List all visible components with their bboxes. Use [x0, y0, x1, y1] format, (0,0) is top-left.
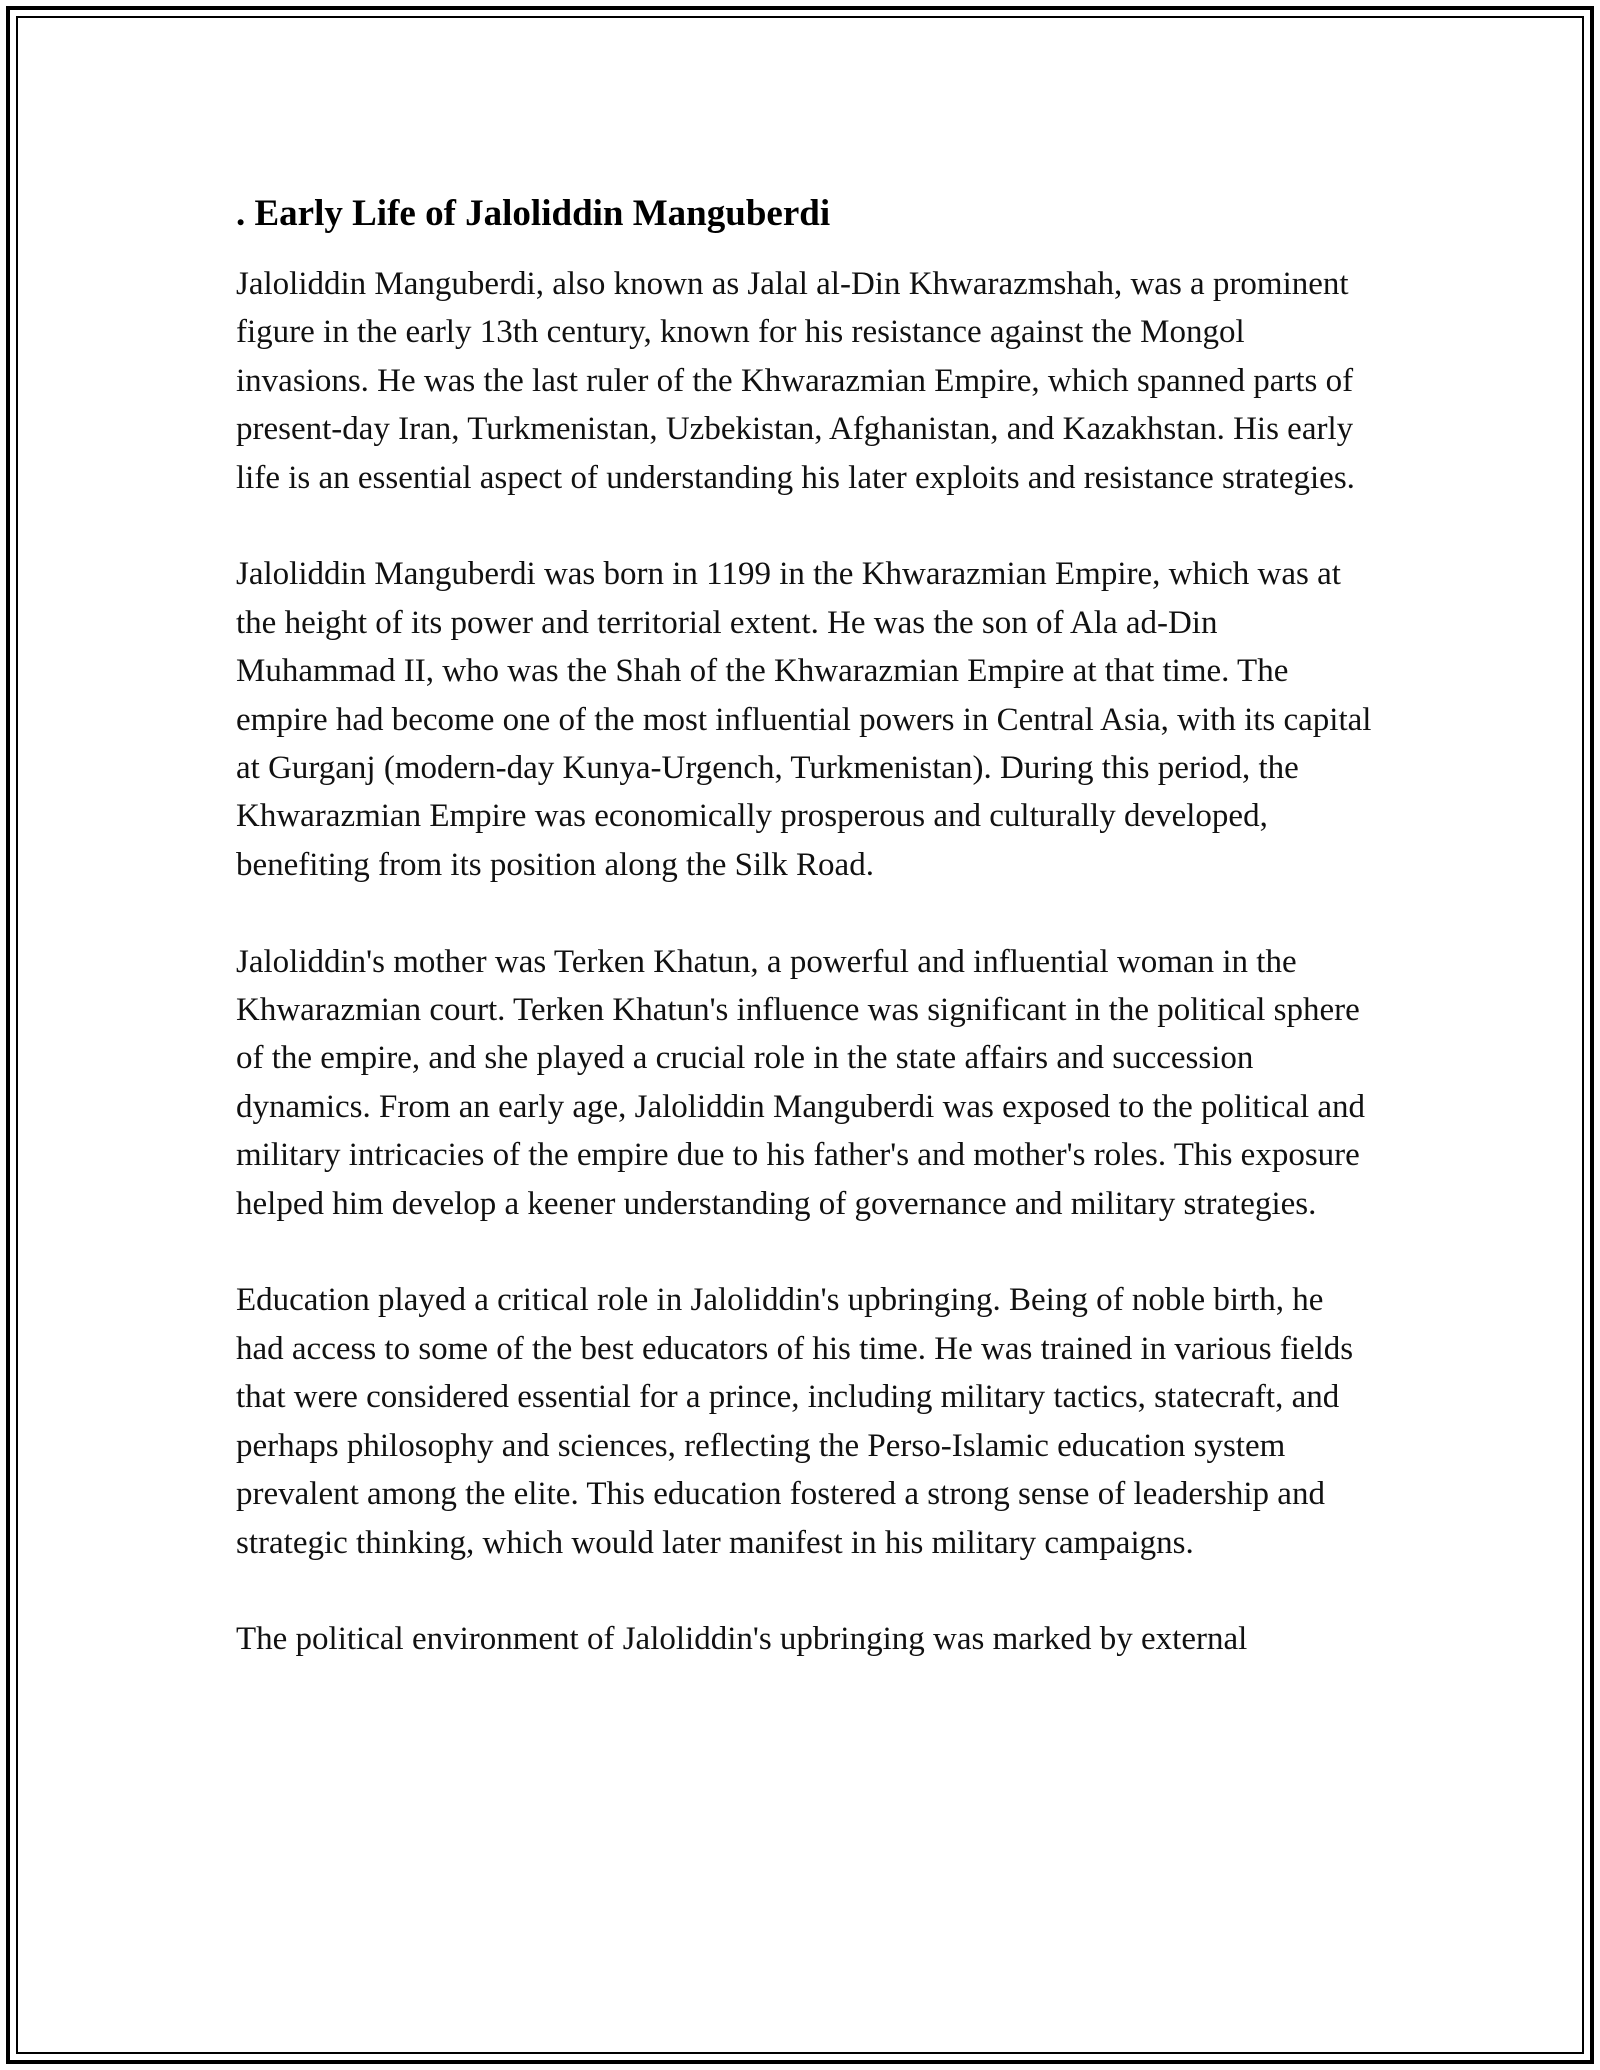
document-body [236, 188, 1376, 1664]
paragraph-birth: Jaloliddin Manguberdi was born in 1199 in the Khwarazmian Empire, which was at the height of its power and territorial extent. He was the son of Ala ad-Din Muhammad II, who was the Shah of the Khwarazmian Empire at that time. The empire had become one of the most influential powers in Central Asia, with its capital at Gurganj (modern-day Kunya-Urgench, Turkmenistan). During this period, the Khwarazmian Empire was economically prosperous and culturally developed, benefiting from its position along the Silk Road. [236, 556, 1372, 883]
paragraph-intro: Jaloliddin Manguberdi, also known as Jalal al-Din Khwarazmshah, was a prominent figure in the early 13th century, known for his resistance against the Mongol invasions. He was the last ruler of the Khwarazmian Empire, which spanned parts of present-day Iran, Turkmenistan, Uzbekistan, Afghanistan, and Kazakhstan. His early life is an essential aspect of understanding his later exploits and resistance strategies. [236, 266, 1355, 496]
paragraph-political-environment: The political environment of Jaloliddin's upbringing was marked by external [236, 1621, 1248, 1658]
paragraph-mother: Jaloliddin's mother was Terken Khatun, a powerful and influential woman in the Khwarazmian court. Terken Khatun's influence was significant in the political sphere of the empire, and she played a crucial role in the state affairs and succession dynamics. From an early age, Jaloliddin Manguberdi was exposed to the political and military intricacies of the empire due to his father's and mother's roles. This exposure helped him develop a keener understanding of governance and military strategies. [236, 943, 1366, 1222]
paragraph-education: Education played a critical role in Jaloliddin's upbringing. Being of noble birth, he had access to some of the best educators of his time. He was trained in various fields that were considered essential for a prince, including military tactics, statecraft, and perhaps philosophy and sciences, reflecting the Perso-Islamic education system prevalent among the elite. This education fostered a strong sense of leadership and strategic thinking, which would later manifest in his military campaigns. [236, 1282, 1354, 1561]
section-heading: . Early Life of Jaloliddin Manguberdi [236, 193, 831, 234]
